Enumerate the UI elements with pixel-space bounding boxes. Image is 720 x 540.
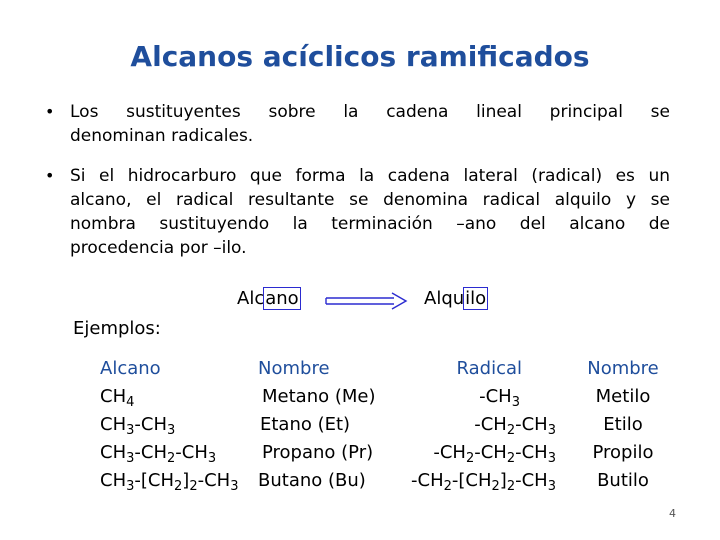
table-cell: Propilo bbox=[592, 442, 654, 463]
alcano-suffix-box: ano bbox=[265, 288, 299, 309]
bullet-1-line-2: denominan radicales. bbox=[70, 126, 254, 146]
header-alcano: Alcano bbox=[100, 358, 161, 379]
bullet-2-line-1: Si el hidrocarburo que forma la cadena lateral (radical) es un bbox=[70, 166, 670, 186]
table-cell: Butano (Bu) bbox=[258, 470, 366, 491]
table-col-alcano bbox=[100, 355, 239, 495]
table-cell: $-CH_2-CH_2-CH_3$ bbox=[433, 442, 556, 466]
slide-title: Alcanos acíclicos ramificados bbox=[130, 40, 590, 73]
bullet-2-line-3: nombra sustituyendo la terminación –ano del alcano de bbox=[70, 214, 670, 234]
table-cell: $CH_3-[CH_2]_2-CH_3$ bbox=[100, 470, 239, 494]
table-cell: $-CH_3$ bbox=[479, 386, 520, 410]
bullet-dot: • bbox=[45, 166, 55, 185]
bullet-2-line-2: alcano, el radical resultante se denomina radical alquilo y se bbox=[70, 190, 670, 210]
alquilo-suffix-box: ilo bbox=[465, 288, 487, 309]
table-cell: Propano (Pr) bbox=[262, 442, 374, 463]
examples-label: Ejemplos: bbox=[73, 318, 161, 339]
table-cell: Metilo bbox=[595, 386, 651, 407]
alcano-word: Alcano bbox=[237, 288, 299, 309]
bullet-2 bbox=[70, 164, 670, 260]
header-nombre: Nombre bbox=[258, 358, 330, 379]
table-cell: $CH_4$ bbox=[100, 386, 135, 410]
table-cell: $-CH_2-[CH_2]_2-CH_3$ bbox=[411, 470, 556, 494]
table-cell: Etano (Et) bbox=[260, 414, 351, 435]
bullet-1 bbox=[70, 100, 670, 148]
table-cell: Etilo bbox=[603, 414, 643, 435]
table-cell: Butilo bbox=[597, 470, 649, 491]
table-cell: $CH_3-CH_3$ bbox=[100, 414, 176, 438]
table-col-radical bbox=[400, 355, 556, 495]
header-radical: Radical bbox=[456, 358, 522, 379]
transform-arrow-icon bbox=[324, 290, 410, 312]
bullet-1-line-1: Los sustituyentes sobre la cadena lineal principal se bbox=[70, 102, 670, 122]
alquilo-word: Alquilo bbox=[424, 288, 487, 309]
header-nombre-radical: Nombre bbox=[587, 358, 659, 379]
bullet-2-line-4: procedencia por –ilo. bbox=[70, 238, 247, 258]
page-number: 4 bbox=[669, 507, 676, 520]
table-cell: Metano (Me) bbox=[262, 386, 376, 407]
table-cell: $CH_3-CH_2-CH_3$ bbox=[100, 442, 217, 466]
table-col-nombre bbox=[258, 355, 375, 495]
table-col-nombre-radical bbox=[578, 355, 668, 495]
table-cell: $-CH_2-CH_3$ bbox=[474, 414, 556, 438]
bullet-dot: • bbox=[45, 102, 55, 121]
